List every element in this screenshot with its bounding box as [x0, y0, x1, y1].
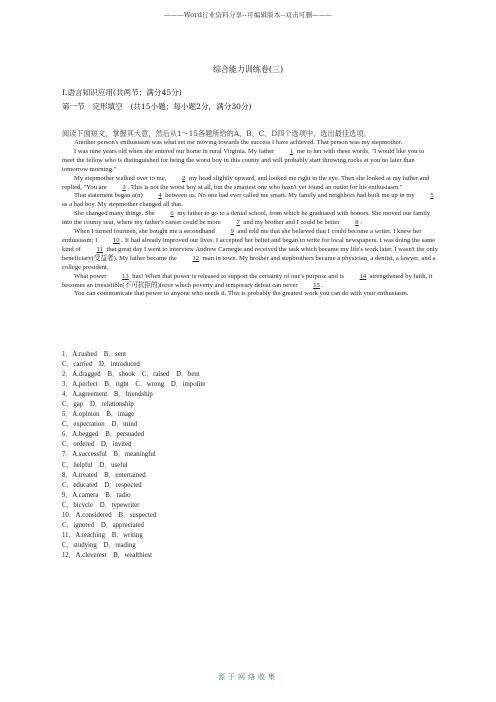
option-line: 3．A.perfect B．right C．wrong D．impolite: [62, 381, 206, 389]
passage-text: . This is not the worst boy at all, but the smartest one who hasn't yet found an outlet for his enthusiasm.": [127, 183, 403, 191]
option-line: 12．A.cleverest B．wealthiest: [62, 551, 153, 559]
blank-number: 4: [158, 192, 162, 200]
passage-text: She changed many things. She: [74, 210, 157, 218]
page-footer: 源于网络收集: [218, 673, 278, 681]
passage-text: man in town. My brother and stepbrothers became a physician, a dentist, a lawyer, and a college president.: [62, 254, 436, 271]
option-line: 7．A.successful B．meaningful: [62, 451, 156, 459]
blank-number: 5: [430, 192, 434, 200]
passage-text: my head slightly upward, and looked me right in the eye. Then she looked at my father and replied, "You are: [62, 174, 430, 191]
passage-text: Another person's enthusiasm was what set me moving towards the success I have achieved. That person was my stepmother.: [74, 139, 403, 146]
blank-number: 11: [96, 245, 103, 253]
option-line: C．ignored D．appreciated: [62, 521, 144, 529]
option-line: 1．A.rushed B．sent: [62, 351, 126, 358]
passage-paragraph: [62, 210, 438, 228]
blank-number: 3: [122, 183, 126, 191]
blank-number: 13: [122, 272, 129, 280]
blank-number: 6: [170, 210, 174, 218]
passage-paragraph: [62, 148, 438, 175]
passage-text: as a bad boy. My stepmother changed all that.: [62, 201, 183, 209]
option-line: 6．A.begged B．persuaded: [62, 431, 145, 439]
passage-paragraph: [62, 175, 438, 193]
passage-text: me to her with these words, "I would like you to meet the fellow who is distinguished for being the worst boy in this county and will probably start throwing rocks at you no later than tomorrow morning.": [62, 147, 425, 173]
passage-text: .: [321, 281, 324, 289]
page-title: 综合能力训练卷(三): [212, 65, 284, 74]
passage-text: My stepmother walked over to me,: [74, 174, 168, 182]
option-line: C．helpful D．useful: [62, 461, 128, 469]
option-line: C．carried D．introduced: [62, 361, 140, 369]
passage-text: When I turned fourteen, she bought me a secondhand: [74, 228, 217, 236]
option-line: 9．A.camera B．radio: [62, 491, 131, 499]
page-header: ———Word行业资料分享--可编辑版本--双击可删———: [163, 11, 333, 19]
option-line: C．expectation D．mind: [62, 421, 138, 429]
option-line: 4．A.agreement B．friendship: [62, 391, 153, 399]
passage-paragraph: [62, 273, 438, 291]
option-line: C．studying D．reading: [62, 541, 136, 549]
passage-text: my father to go to a dental school, from which he graduated with honors. She moved our family into the county seat, where my father's career could be more: [62, 210, 431, 227]
blank-number: 1: [289, 147, 294, 155]
option-line: C．educated D．respected: [62, 481, 142, 489]
option-line: C．gap D．relationship: [62, 401, 134, 409]
passage-paragraph: [62, 290, 438, 299]
passage-text: . It had already improved our lives. I accepted her belief and began to write for local newspapers. I was doing the same kind of: [62, 236, 436, 253]
blank-number: 10: [113, 236, 120, 244]
option-line: 10．A.considered B．suspected: [62, 511, 157, 519]
blank-number: 9: [230, 228, 234, 236]
option-line: 11．A.teaching B．writing: [62, 531, 143, 539]
passage-text: .: [360, 219, 363, 227]
passage-paragraph: [62, 228, 438, 273]
passage-text: strengthened by faith, it becomes an irresistible(不可抗拒的)force which poverty and temporary defeat can never: [62, 272, 433, 289]
passage-text: What power: [74, 272, 109, 280]
passage-text: and my brother and I could be better: [241, 219, 342, 227]
passage-paragraph: [62, 192, 438, 210]
option-line: 5．A.opinion B．image: [62, 411, 135, 419]
instruction-text: 阅读下面短文，掌握其大意，然后从1～15各题所给的A、B、C、D四个选项中，选出最佳选项。: [62, 129, 371, 138]
passage-text: and told me that she believed that I could become a writer. I knew her enthusiasm; I: [62, 228, 422, 244]
passage-text: between us. No one had ever called me smart. My family and neighbors had built me up in my: [163, 192, 417, 200]
blank-number: 14: [359, 272, 367, 280]
passage-text: I was nine years old when she entered our home in rural Virginia. My father: [74, 147, 276, 155]
option-line: 8．A.treated B．entertained: [62, 471, 146, 479]
option-line: C．bicycle D．typewriter: [62, 501, 140, 509]
passage-text: You can communicate that power to anyone who needs it. This is probably the greatest work you can do with your enthusiasm.: [74, 290, 409, 298]
passage-text: that great day I went to interview Andrew Carnegie and received the task which became my life's work later. I wasn't the only beneficiary(受益者). My father became the: [62, 245, 438, 262]
option-line: C．ordered D．invited: [62, 441, 132, 449]
answer-options: [62, 350, 205, 561]
passage: [62, 139, 438, 299]
blank-number: 2: [181, 174, 186, 182]
blank-number: 12: [192, 254, 200, 262]
part-heading: Ⅰ.语言知识应用(共两节；满分45分): [62, 88, 182, 97]
section-heading: 第一节 完形填空 (共15小题；每小题2分，满分30分): [62, 102, 252, 111]
blank-number: 15: [313, 281, 320, 289]
passage-text: has! When that power is released to support the certainty of one's purpose and is: [130, 272, 346, 280]
blank-number: 8: [355, 219, 359, 227]
blank-number: 7: [236, 219, 240, 227]
option-line: 2．A.dragged B．shook C．raised D．bent: [62, 371, 200, 379]
passage-text: That statement began a(n): [74, 192, 145, 200]
passage-paragraph: [62, 139, 438, 148]
